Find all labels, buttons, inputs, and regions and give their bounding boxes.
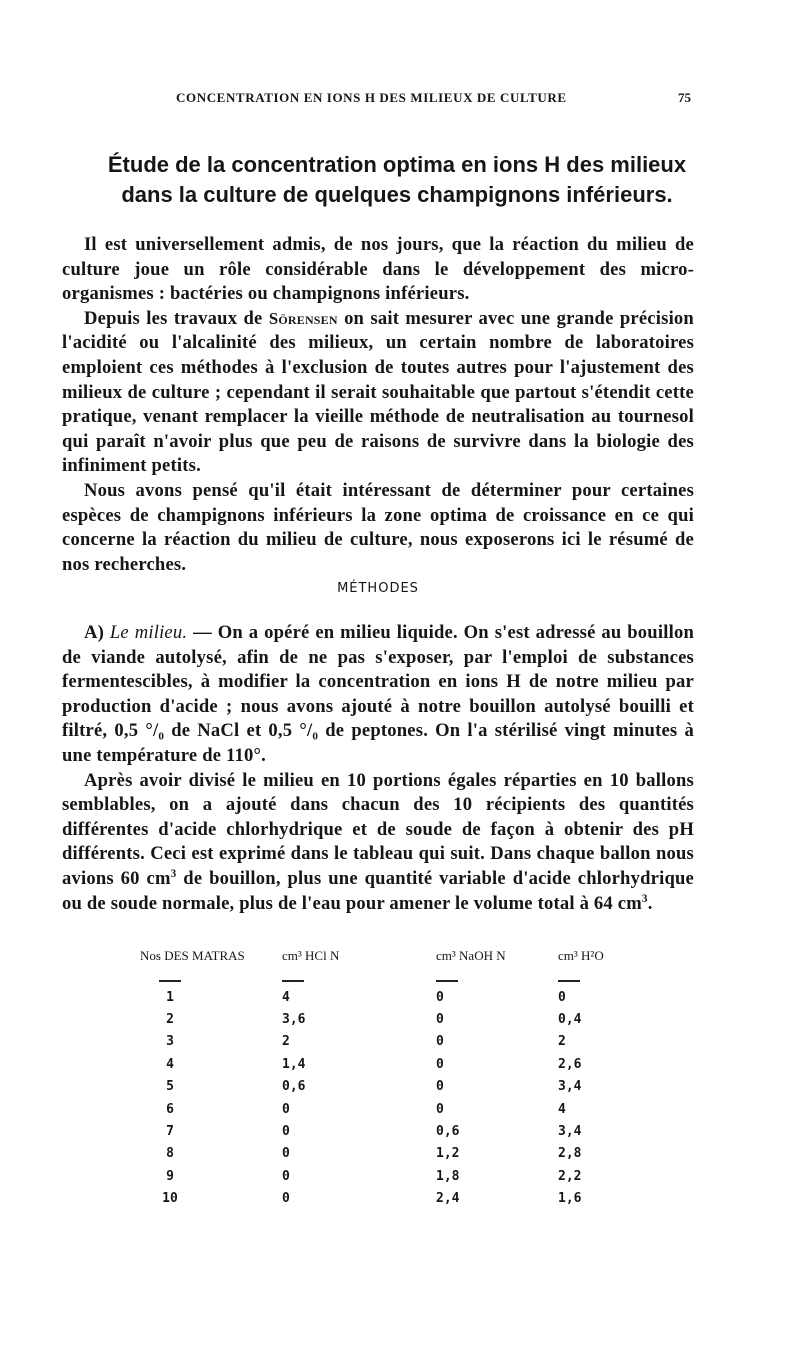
cell-water: 3,4	[558, 1124, 582, 1140]
label-a: A)	[84, 622, 105, 643]
cell-naoh: 0	[436, 989, 444, 1005]
cell-matras	[140, 986, 282, 1008]
cell-water: 1,6	[558, 1191, 582, 1207]
row-number: 3	[166, 1034, 174, 1050]
table-row	[140, 1120, 648, 1142]
divider	[159, 980, 181, 982]
cell-naoh: 0	[436, 1034, 444, 1050]
cell-matras	[140, 1076, 282, 1098]
cell-matras	[140, 1143, 282, 1165]
cell-hcl: 0	[282, 1101, 290, 1117]
row-number: 10	[162, 1191, 178, 1207]
cell-naoh: 0	[436, 1101, 444, 1117]
cell-naoh: 0,6	[436, 1124, 460, 1140]
cell-water: 2,2	[558, 1168, 582, 1184]
table-row	[140, 1008, 648, 1030]
intro-paragraph-1: Il est universellement admis, de nos jours, que la réaction du milieu de culture joue un rôle considérable dans le développement des micro-organismes : bactéries ou champignons inférieurs.	[62, 234, 694, 305]
section-heading-methods: MÉTHODES	[337, 581, 419, 596]
article-title	[62, 150, 732, 210]
cell-water: 0	[558, 989, 566, 1005]
cell-naoh: 0	[436, 1079, 444, 1095]
cell-water: 2,8	[558, 1146, 582, 1162]
cell-matras	[140, 1120, 282, 1142]
cell-water: 2,6	[558, 1056, 582, 1072]
table-row	[140, 986, 648, 1008]
intro-paragraph-3: Nous avons pensé qu'il était intéressant de déterminer pour certaines espèces de champignons inférieurs la zone optima de croissance en ce qui concerne la réaction du milieu de culture, nous exposerons ici le résumé de nos recherches.	[62, 479, 694, 575]
methods-p2-end: .	[647, 892, 653, 914]
title-line-1: Étude de la concentration optima en ions H des milieux	[107, 152, 687, 177]
methods-p1-part3: de peptones. On l'a stérilisé vingt minutes à une température de 110°.	[62, 720, 694, 766]
cell-matras	[140, 1165, 282, 1187]
row-number: 7	[166, 1124, 174, 1140]
cell-naoh: 1,2	[436, 1146, 460, 1162]
cell-naoh: 0	[436, 1012, 444, 1028]
col-header-naoh: cm³ NaOH N	[436, 948, 506, 963]
row-number: 4	[166, 1056, 174, 1072]
cell-hcl: 1,4	[282, 1056, 306, 1072]
cell-matras	[140, 1053, 282, 1075]
cell-water: 0,4	[558, 1012, 582, 1028]
methods-p1-part1: — On a opéré en milieu liquide. On s'est adressé au bouillon de viande autolysé, afin de ne pas s'exposer, par l'emploi de substances fermentescibles, à modifier la concentration en ions H de notre milieu par production d'acide ; nous avons ajouté à notre bouillon autolysé bouilli et filtré, 0,5	[62, 622, 694, 742]
table-row	[140, 1098, 648, 1120]
table-row	[140, 1188, 648, 1210]
row-number: 9	[166, 1168, 174, 1184]
running-header: CONCENTRATION EN IONS H DES MILIEUX DE CULTURE	[176, 90, 567, 105]
superscript-3a: 3	[170, 867, 177, 880]
row-number: 6	[166, 1101, 174, 1117]
cell-hcl: 0	[282, 1191, 290, 1207]
cell-water: 2	[558, 1034, 566, 1050]
cell-hcl: 0	[282, 1168, 290, 1184]
permille-2: °/₀	[299, 720, 319, 742]
cell-matras	[140, 1031, 282, 1053]
methods-paragraph-1	[62, 621, 694, 769]
p2-before: Depuis les travaux de	[84, 307, 263, 329]
author-name: Sörensen	[268, 308, 338, 328]
cell-hcl: 0,6	[282, 1079, 306, 1095]
table-row	[140, 1031, 648, 1053]
cell-hcl: 0	[282, 1124, 290, 1140]
row-number: 8	[166, 1146, 174, 1162]
cell-naoh: 2,4	[436, 1191, 460, 1207]
col-header-hcl: cm³ HCl N	[282, 948, 340, 963]
col-header-water: cm³ H²O	[558, 948, 604, 963]
cell-hcl: 2	[282, 1034, 290, 1050]
superscript-3b: 3	[641, 892, 648, 905]
page-number: 75	[678, 90, 691, 105]
cell-hcl: 0	[282, 1146, 290, 1162]
table-row	[140, 1053, 648, 1075]
row-number: 1	[166, 989, 174, 1005]
methods-p2-part2: de bouillon, plus une quantité variable d'acide chlorhydrique ou de soude normale, plus de l'eau pour amener le volume total à 64 cm	[62, 867, 694, 914]
permille-1: °/₀	[145, 720, 165, 742]
table-dash-row	[140, 970, 648, 986]
cell-water: 3,4	[558, 1079, 582, 1095]
cell-matras	[140, 1188, 282, 1210]
cell-water: 4	[558, 1101, 566, 1117]
methods-section	[62, 621, 694, 916]
row-number: 5	[166, 1079, 174, 1095]
divider	[558, 980, 580, 982]
p2-after: on sait mesurer avec une grande précision l'acidité ou l'alcalinité des milieux, un certain nombre de laboratoires emploient ces méthodes à l'exclusion de toutes autres pour l'ajustement des milieux de culture ; cependant il serait souhaitable que partout s'étendit cette pratique, venant remplacer la vieille méthode de neutralisation au tournesol qui paraît n'avoir plus que peu de raisons de survivre dans la biologie des infiniment petits.	[62, 307, 694, 477]
cell-matras	[140, 1098, 282, 1120]
col-header-matras: Nos DES MATRAS	[140, 948, 245, 963]
methods-p2-part1: Après avoir divisé le milieu en 10 portions égales réparties en 10 ballons semblables, on a ajouté dans chacun des 10 récipients des quantités différentes d'acide chlorhydrique et de soude de façon à obtenir des pH différents. Ceci est exprimé dans le tableau qui suit. Dans chaque ballon nous avions 60 cm	[62, 769, 694, 889]
table-row	[140, 1143, 648, 1165]
cell-naoh: 1,8	[436, 1168, 460, 1184]
cell-naoh: 0	[436, 1056, 444, 1072]
cell-hcl: 3,6	[282, 1012, 306, 1028]
table-header-row	[140, 948, 648, 970]
methods-paragraph-2	[62, 769, 694, 917]
title-line-2: dans la culture de quelques champignons inférieurs.	[121, 182, 673, 207]
table-body	[140, 986, 648, 1210]
methods-p1-part2: de NaCl et 0,5	[171, 720, 293, 742]
divider	[282, 980, 304, 982]
cell-hcl: 4	[282, 989, 290, 1005]
table-row	[140, 1165, 648, 1187]
intro-paragraph-2	[62, 307, 694, 479]
intro-section	[62, 233, 694, 577]
data-table	[140, 948, 648, 1210]
cell-matras	[140, 1008, 282, 1030]
divider	[436, 980, 458, 982]
subheading-milieu: Le milieu.	[109, 622, 188, 643]
row-number: 2	[166, 1012, 174, 1028]
table-row	[140, 1076, 648, 1098]
